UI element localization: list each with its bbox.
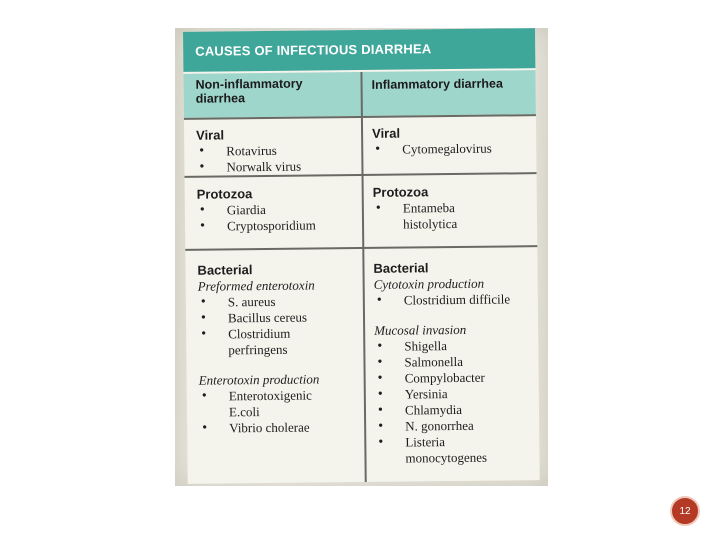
column-header-inflammatory: Inflammatory diarrhea bbox=[371, 76, 503, 92]
list-item: • Chlamydia bbox=[375, 401, 535, 419]
subcategory-label: Enterotoxin production bbox=[198, 371, 320, 388]
category-label: Bacterial bbox=[373, 260, 429, 276]
list-item: • Yersinia bbox=[375, 385, 535, 403]
list-item: • S. aureus bbox=[198, 293, 323, 310]
spacer bbox=[198, 357, 323, 372]
list-item: • Cryptosporidium bbox=[197, 217, 357, 235]
list-item: • Listeria monocytogenes bbox=[375, 433, 515, 466]
category-label: Bacterial bbox=[197, 262, 253, 278]
list-item: • Giardia bbox=[197, 201, 357, 219]
subcategory-label: Mucosal invasion bbox=[374, 321, 467, 338]
list-item: • Clostridium difficile bbox=[374, 291, 534, 309]
row-divider bbox=[185, 245, 537, 251]
subcategory-label: Preformed enterotoxin bbox=[197, 277, 315, 294]
page-number-badge bbox=[670, 496, 700, 526]
table-title: CAUSES OF INFECTIOUS DIARRHEA bbox=[195, 41, 432, 59]
list-item: • Vibrio cholerae bbox=[199, 419, 324, 436]
list-item: • Rotavirus bbox=[196, 142, 356, 160]
list-item: • N. gonorrhea bbox=[375, 417, 535, 435]
cell-viral-non-inflammatory bbox=[196, 126, 356, 176]
category-label: Viral bbox=[196, 127, 225, 143]
list-item: • Enterotoxigenic E.coli bbox=[199, 387, 324, 420]
list-item: • Clostridium perfringens bbox=[198, 325, 323, 358]
list-item: • Cytomegalovirus bbox=[372, 140, 532, 158]
cell-bacterial-non-inflammatory bbox=[197, 261, 324, 436]
category-label: Viral bbox=[372, 125, 401, 141]
subcategory-label: Cytotoxin production bbox=[373, 275, 485, 292]
page-number: 12 bbox=[679, 505, 691, 517]
list-item: • Compylobacter bbox=[375, 369, 535, 387]
list-item: • Salmonella bbox=[374, 353, 534, 371]
category-label: Protozoa bbox=[372, 184, 429, 200]
cell-bacterial-inflammatory bbox=[373, 259, 535, 467]
list-item: • Entameba histolytica bbox=[373, 200, 483, 233]
causes-table bbox=[183, 28, 540, 484]
table-title-bar bbox=[183, 28, 535, 72]
list-item: • Shigella bbox=[374, 337, 534, 355]
cell-protozoa-non-inflammatory bbox=[197, 185, 357, 235]
category-label: Protozoa bbox=[196, 186, 253, 202]
column-header-non-inflammatory: Non-inflammatory diarrhea bbox=[195, 76, 303, 106]
cell-viral-inflammatory bbox=[372, 124, 532, 158]
cell-protozoa-inflammatory bbox=[373, 184, 483, 233]
list-item: • Bacillus cereus bbox=[198, 309, 323, 326]
list-item: • Norwalk virus bbox=[196, 158, 356, 176]
